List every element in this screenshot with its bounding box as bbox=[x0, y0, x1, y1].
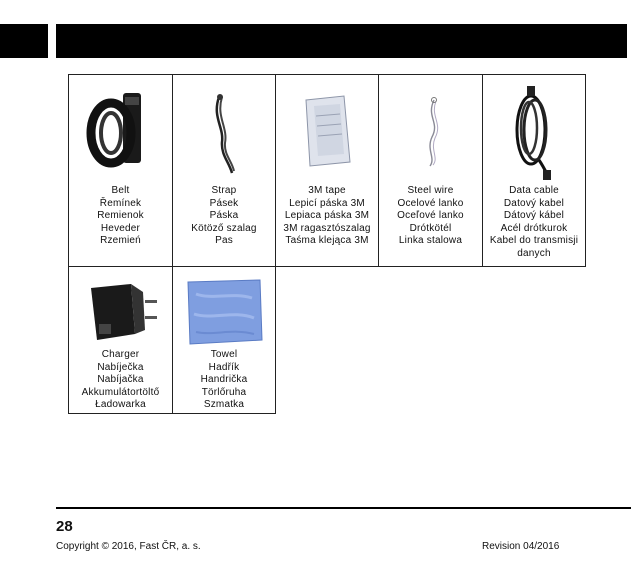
accessory-name: Dátový kábel bbox=[503, 210, 565, 222]
accessory-name: Lepicí páska 3M bbox=[289, 197, 365, 209]
accessory-name: Akkumulátortöltő bbox=[81, 386, 160, 398]
accessory-name: Řemínek bbox=[99, 197, 142, 209]
accessory-name: Belt bbox=[111, 185, 130, 196]
accessory-name: Remienok bbox=[97, 210, 144, 222]
accessory-name: Heveder bbox=[100, 222, 141, 234]
footer-divider bbox=[56, 507, 631, 509]
page-number: 28 bbox=[56, 518, 73, 535]
header-bar bbox=[56, 24, 631, 58]
accessory-name: Lepiaca páska 3M bbox=[284, 210, 370, 222]
accessory-name: Páska bbox=[209, 210, 239, 222]
steel-wire-image bbox=[379, 79, 482, 185]
data-cable-image bbox=[483, 79, 585, 185]
accessory-name: Pas bbox=[215, 235, 233, 247]
strap-cord-image bbox=[173, 79, 275, 185]
accessory-cell-strap bbox=[172, 74, 276, 267]
accessory-name: Nabíječka bbox=[97, 361, 144, 373]
accessory-cell-belt bbox=[68, 74, 173, 267]
charger-image bbox=[69, 271, 172, 351]
accessory-name: Oceľové lanko bbox=[397, 210, 464, 222]
accessory-name: Rzemień bbox=[100, 235, 141, 247]
accessory-name: Taśma klejąca 3M bbox=[285, 235, 369, 247]
header-stripe bbox=[627, 24, 631, 58]
accessory-name: 3M ragasztószalag bbox=[283, 222, 371, 234]
accessory-name: Pásek bbox=[209, 197, 239, 209]
accessory-name: Kabel do transmisji danych bbox=[489, 235, 579, 259]
accessory-name: Handrička bbox=[200, 374, 248, 386]
towel-image bbox=[173, 271, 275, 351]
accessory-name: Acél drótkurok bbox=[500, 222, 568, 234]
accessory-name: Kötöző szalag bbox=[191, 222, 257, 234]
accessory-cell-steel-wire bbox=[378, 74, 483, 267]
belt-strap-image bbox=[69, 79, 172, 185]
side-tab-block bbox=[0, 24, 48, 58]
accessory-name: Steel wire bbox=[407, 185, 454, 196]
accessory-cell-3m-tape bbox=[275, 74, 379, 267]
accessory-cell-charger bbox=[68, 266, 173, 414]
accessory-name: Data cable bbox=[509, 185, 559, 196]
accessory-name: 3M tape bbox=[308, 185, 346, 196]
3m-tape-image bbox=[276, 79, 378, 185]
accessory-name: Hadřík bbox=[208, 361, 240, 373]
accessory-name: Nabíjačka bbox=[97, 374, 144, 386]
accessory-name: Towel bbox=[210, 349, 238, 360]
accessory-name: Strap bbox=[211, 185, 237, 196]
copyright-text: Copyright © 2016, Fast ČR, a. s. bbox=[56, 541, 201, 552]
accessory-name: Ocelové lanko bbox=[397, 197, 464, 209]
accessory-name: Linka stalowa bbox=[398, 235, 463, 247]
revision-text: Revision 04/2016 bbox=[482, 541, 560, 552]
accessory-name: Charger bbox=[101, 349, 140, 360]
accessory-name: Szmatka bbox=[203, 399, 245, 411]
accessory-cell-data-cable bbox=[482, 74, 586, 267]
accessory-name: Drótkötél bbox=[409, 222, 452, 234]
accessory-name: Datový kabel bbox=[503, 197, 565, 209]
accessory-cell-towel bbox=[172, 266, 276, 414]
accessory-name: Ładowarka bbox=[95, 399, 146, 411]
accessory-name: Törlőruha bbox=[201, 386, 247, 398]
